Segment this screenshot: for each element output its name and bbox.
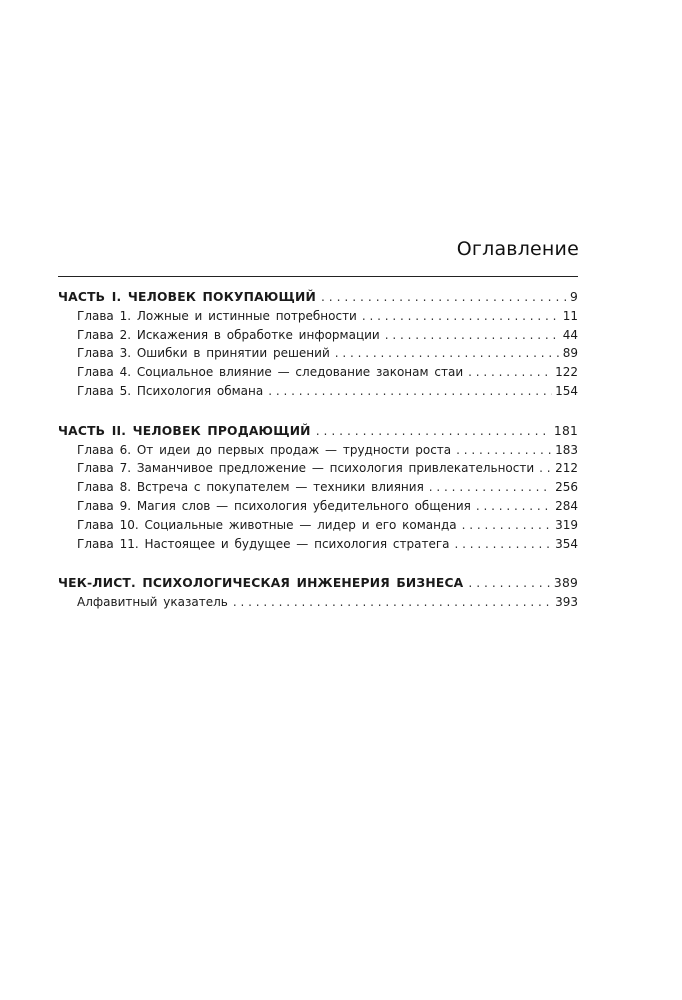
toc-chapter-entry[interactable] [58, 459, 578, 478]
dot-leader [476, 497, 552, 516]
dot-leader [316, 422, 551, 441]
toc-chapter-entry[interactable] [58, 344, 578, 363]
toc-page-number: 354 [555, 536, 578, 551]
toc-entry-label: Глава 1. Ложные и истинные потребности [77, 308, 357, 323]
toc-page-number: 89 [562, 346, 578, 361]
toc-page-number: 393 [555, 595, 578, 610]
toc-entry-label: Глава 2. Искажения в обработке информации [77, 327, 380, 342]
toc-page-number: 11 [562, 308, 578, 323]
dot-leader [321, 288, 567, 307]
dot-leader [462, 516, 552, 535]
toc-chapter-entry[interactable] [58, 441, 578, 460]
dot-leader [468, 363, 552, 382]
toc-chapter-entry[interactable] [58, 497, 578, 516]
dot-leader [455, 535, 553, 554]
toc-page-number: 183 [555, 442, 578, 457]
toc-chapter-entry[interactable] [58, 593, 578, 612]
dot-leader [385, 326, 560, 345]
toc-section-part-2 [58, 422, 578, 554]
table-of-contents [58, 288, 578, 633]
dot-leader [468, 574, 551, 593]
toc-entry-label: Глава 4. Социальное влияние — следование законам стаи [77, 365, 464, 380]
dot-leader [456, 441, 552, 460]
toc-part-heading[interactable] [58, 574, 578, 593]
dot-leader [429, 478, 552, 497]
toc-entry-label: Глава 5. Психология обмана [77, 383, 264, 398]
toc-part-heading[interactable] [58, 288, 578, 307]
toc-chapter-entry[interactable] [58, 326, 578, 345]
toc-page-number: 389 [553, 576, 578, 591]
dot-leader [268, 382, 552, 401]
title-divider [58, 276, 578, 277]
dot-leader [539, 459, 552, 478]
toc-chapter-entry[interactable] [58, 516, 578, 535]
toc-page-number: 212 [555, 461, 578, 476]
toc-section-checklist [58, 574, 578, 612]
toc-page-number: 122 [555, 365, 578, 380]
toc-entry-label: Алфавитный указатель [77, 595, 228, 610]
toc-page-number: 319 [555, 517, 578, 532]
toc-entry-label: Глава 8. Встреча с покупателем — техники влияния [77, 480, 424, 495]
toc-entry-label: Глава 11. Настоящее и будущее — психология стратега [77, 536, 450, 551]
toc-entry-label: Глава 3. Ошибки в принятии решений [77, 346, 330, 361]
toc-chapter-entry[interactable] [58, 382, 578, 401]
toc-section-part-1 [58, 288, 578, 401]
dot-leader [362, 307, 560, 326]
toc-entry-label: Глава 10. Социальные животные — лидер и его команда [77, 517, 457, 532]
toc-part-heading[interactable] [58, 422, 578, 441]
dot-leader [233, 593, 552, 612]
toc-chapter-entry[interactable] [58, 363, 578, 382]
page-title: Оглавление [456, 238, 579, 260]
toc-entry-label: Глава 7. Заманчивое предложение — психология привлекательности [77, 461, 535, 476]
toc-page-number: 154 [555, 383, 578, 398]
toc-entry-label: ЧЕК-ЛИСТ. ПСИХОЛОГИЧЕСКАЯ ИНЖЕНЕРИЯ БИЗНЕСА [58, 576, 464, 591]
toc-page-number: 181 [553, 423, 578, 438]
toc-entry-label: Глава 6. От идеи до первых продаж — трудности роста [77, 442, 452, 457]
toc-chapter-entry[interactable] [58, 307, 578, 326]
toc-chapter-entry[interactable] [58, 535, 578, 554]
toc-page-number: 9 [569, 290, 578, 304]
toc-page-number: 284 [555, 498, 578, 513]
toc-entry-label: Глава 9. Магия слов — психология убедительного общения [77, 498, 471, 513]
toc-page-number: 256 [555, 480, 578, 495]
toc-page-number: 44 [562, 327, 578, 342]
toc-chapter-entry[interactable] [58, 478, 578, 497]
dot-leader [335, 344, 560, 363]
toc-entry-label: ЧАСТЬ I. ЧЕЛОВЕК ПОКУПАЮЩИЙ [58, 290, 316, 304]
toc-entry-label: ЧАСТЬ II. ЧЕЛОВЕК ПРОДАЮЩИЙ [58, 423, 311, 438]
